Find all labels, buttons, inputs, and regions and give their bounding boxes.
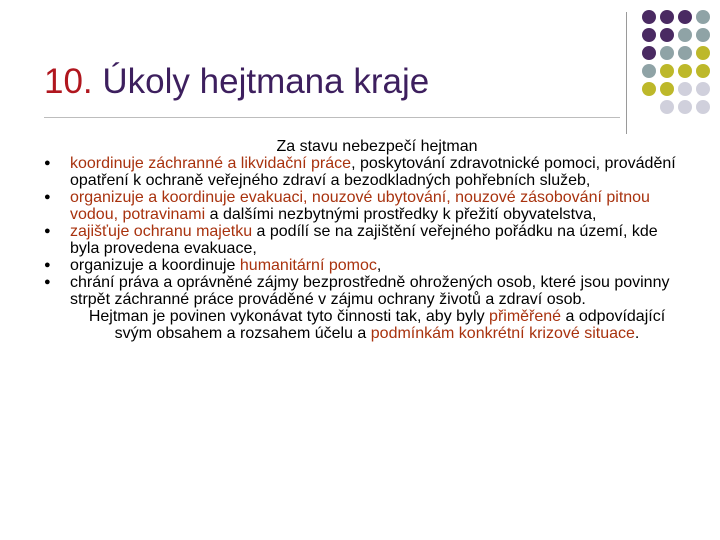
bullet-text: chrání práva a oprávněné zájmy bezprostředně ohrožených osob, které jsou povinny strpět záchranné práce prováděné v zájmu ochrany životů a zdraví osob. (70, 274, 670, 308)
dot (678, 46, 692, 60)
dot (660, 82, 674, 96)
dot (678, 64, 692, 78)
dot (678, 28, 692, 42)
dot (678, 10, 692, 24)
bullet-text: , (376, 257, 382, 274)
title-number: 10. (44, 62, 93, 101)
dot (642, 28, 656, 42)
bullet-text: a podílí se na zajištění veřejného pořádku na území, kde byla provedena evakuace, (70, 223, 658, 257)
title-text: Úkoly hejtmana kraje (102, 62, 430, 101)
highlight-text: koordinuje záchranné a likvidační práce (70, 155, 352, 172)
highlight-text: humanitární pomoc (239, 257, 377, 274)
slide-body (44, 138, 684, 342)
highlight-text: organizuje a koordinuje evakuaci, nouzové ubytování, nouzové zásobování pitnou vodou, potravinami (70, 189, 650, 223)
dot (642, 10, 656, 24)
highlight-text: přiměřené (489, 308, 562, 325)
bullet-item (44, 189, 684, 223)
highlight-text: zajišťuje ochranu majetku (70, 223, 253, 240)
bullet-item (44, 223, 684, 257)
bullet-item (44, 274, 684, 308)
closing-text: a odpovídající svým obsahem a rozsahem účelu a (114, 308, 666, 342)
bullet-text: organizuje a koordinuje (70, 257, 240, 274)
dot (642, 64, 656, 78)
closing-text: Hejtman je povinen vykonávat tyto činnosti tak, aby byly (88, 308, 490, 325)
intro-line: Za stavu nebezpečí hejtman (276, 138, 478, 155)
dot (696, 64, 710, 78)
dot (678, 100, 692, 114)
dot (660, 46, 674, 60)
closing-paragraph (44, 308, 684, 342)
bullet-item (44, 257, 684, 274)
dot (696, 100, 710, 114)
bullet-text: , poskytování zdravotnické pomoci, provádění opatření k ochraně veřejného zdraví a bezodkladných pohřebních služeb, (70, 155, 676, 189)
dot (642, 82, 656, 96)
dot (660, 100, 674, 114)
bullet-item (44, 155, 684, 189)
dot (642, 46, 656, 60)
dot (678, 82, 692, 96)
bullet-text: a dalšími nezbytnými prostředky k přežití obyvatelstva, (205, 206, 597, 223)
decorative-dot-grid (640, 10, 720, 130)
highlight-text: podmínkám konkrétní krizové situace (370, 325, 635, 342)
closing-text: . (634, 325, 640, 342)
dot (660, 28, 674, 42)
title-underline (44, 117, 620, 118)
vertical-divider (626, 12, 627, 134)
dot (696, 46, 710, 60)
dot (696, 10, 710, 24)
dot (660, 10, 674, 24)
dot (696, 28, 710, 42)
dot (660, 64, 674, 78)
dot (696, 82, 710, 96)
slide-title (44, 62, 429, 102)
